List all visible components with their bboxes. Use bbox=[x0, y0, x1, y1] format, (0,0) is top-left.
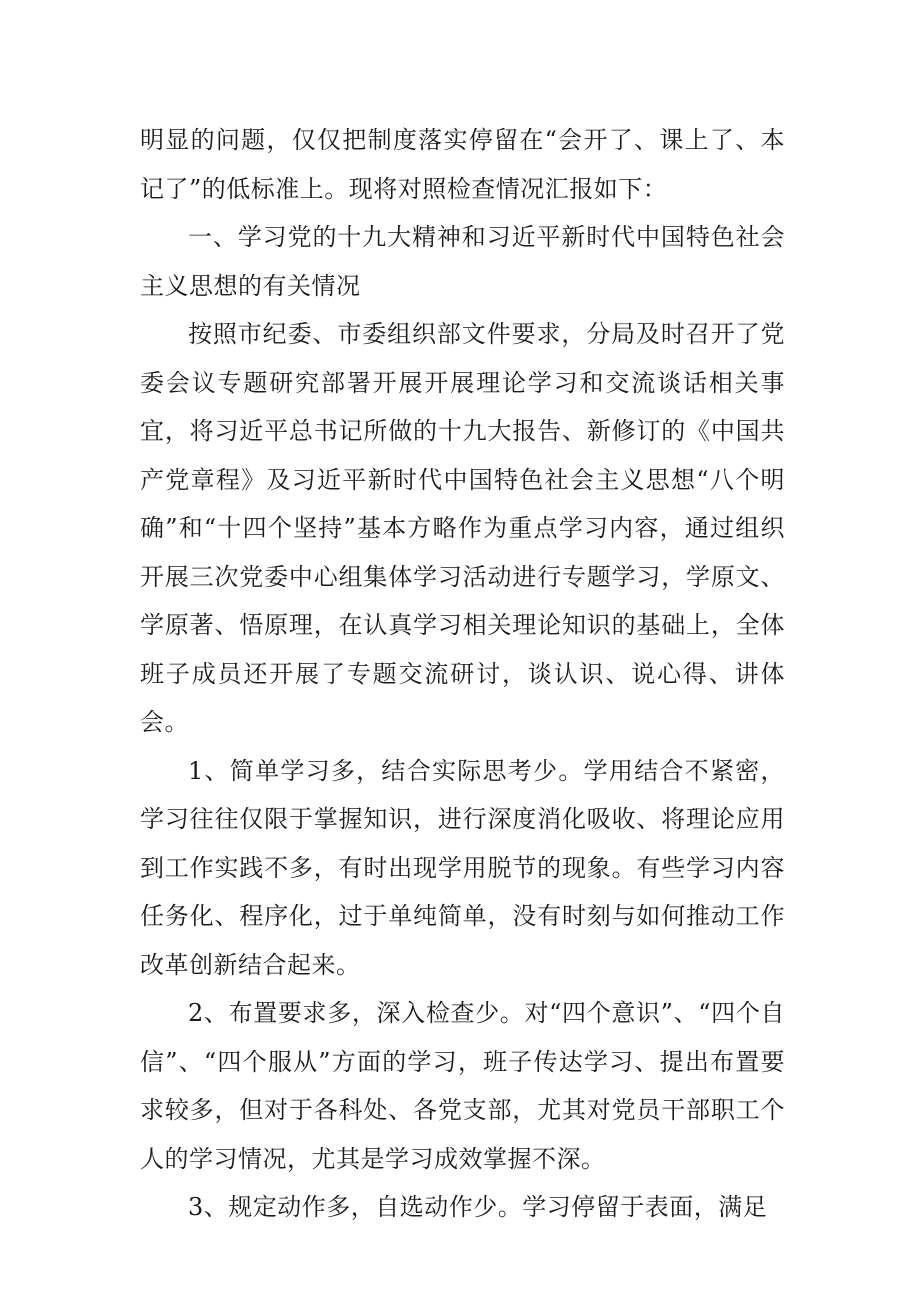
paragraph-study-arrangement: 按照市纪委、市委组织部文件要求，分局及时召开了党委会议专题研究部署开展开展理论学习和交流谈话相关事宜，将习近平总书记所做的十九大报告、新修订的《中国共产党章程》及习近平新时代中国特色社会主义思想“八个明确”和“十四个坚持”基本方略作为重点学习内容，通过组织开展三次党委中心组集体学习活动进行专题学习，学原文、学原著、悟原理，在认真学习相关理论知识的基础上，全体班子成员还开展了专题交流研讨，谈认识、说心得、讲体会。 bbox=[140, 320, 785, 736]
section-heading-1: 一、学习党的十九大精神和习近平新时代中国特色社会主义思想的有关情况 bbox=[140, 223, 785, 300]
paragraph-intro-continuation: 明显的问题，仅仅把制度落实停留在“会开了、课上了、本记了”的低标准上。现将对照检查情况汇报如下： bbox=[140, 126, 785, 203]
paragraph-issue-3: 3、规定动作多，自选动作少。学习停留于表面，满足 bbox=[188, 1193, 768, 1221]
paragraph-issue-1: 1、简单学习多，结合实际思考少。学用结合不紧密，学习往往仅限于掌握知识，进行深度消化吸收、将理论应用到工作实践不多，有时出现学用脱节的现象。有些学习内容任务化、程序化，过于单纯简单，没有时刻与如何推动工作改革创新结合起来。 bbox=[140, 756, 785, 979]
document-body bbox=[140, 116, 785, 1232]
paragraph-issue-2: 2、布置要求多，深入检查少。对“四个意识”、“四个自信”、“四个服从”方面的学习，班子传达学习、提出布置要求较多，但对于各科处、各党支部，尤其对党员干部职工个人的学习情况，尤其是学习成效掌握不深。 bbox=[140, 999, 785, 1173]
